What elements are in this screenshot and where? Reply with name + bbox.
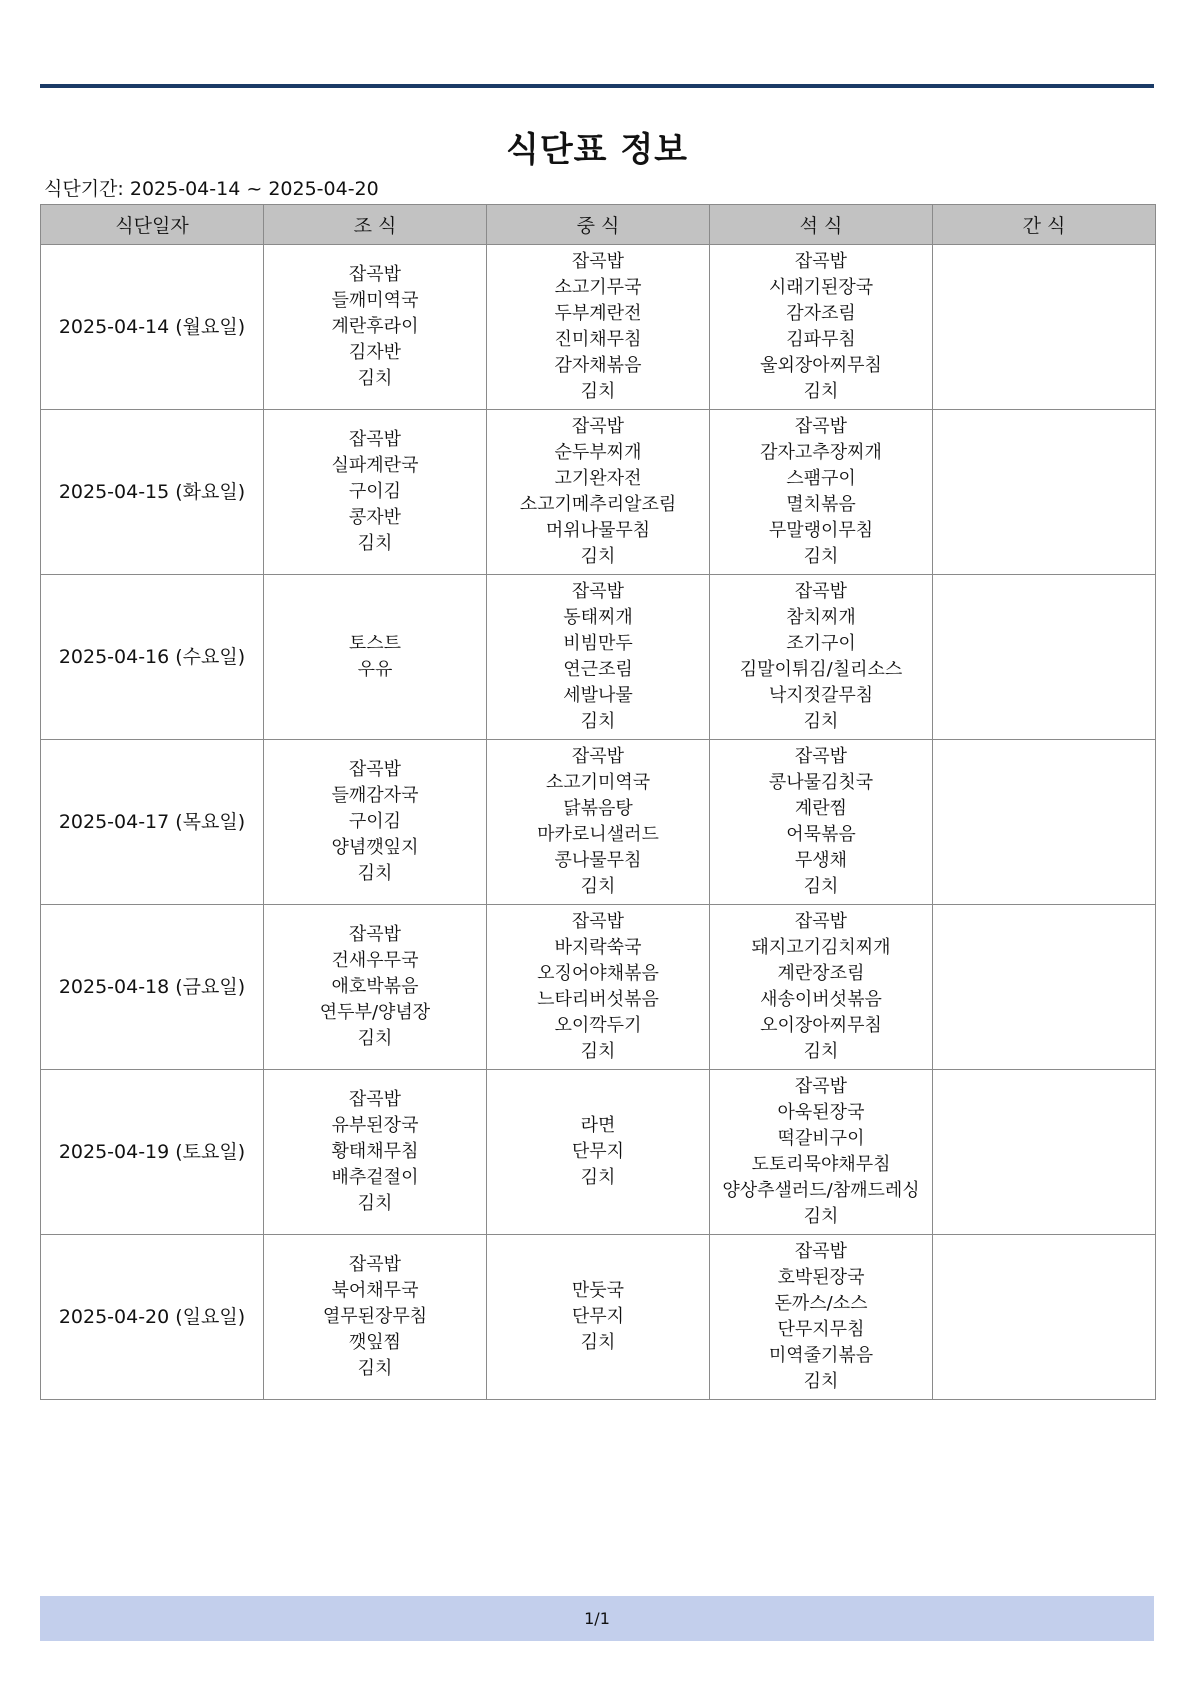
date-cell: 2025-04-20 (일요일) — [41, 1235, 264, 1400]
dish-item: 연근조림 — [563, 659, 633, 680]
column-header-snack: 간 식 — [933, 205, 1156, 245]
dish-item: 두부계란전 — [554, 303, 642, 324]
lunch-cell — [487, 905, 710, 1070]
dish-item: 잡곡밥 — [348, 429, 402, 450]
lunch-cell — [487, 575, 710, 740]
dish-item: 소고기무국 — [554, 277, 642, 298]
breakfast-cell — [264, 575, 487, 740]
period-separator: ~ — [246, 178, 263, 200]
dish-item: 오이장아찌무침 — [760, 1015, 882, 1036]
date-cell: 2025-04-17 (목요일) — [41, 740, 264, 905]
dish-item: 아욱된장국 — [777, 1102, 865, 1123]
dish-item: 김치 — [803, 381, 839, 402]
page-title: 식단표 정보 — [505, 130, 689, 170]
breakfast-cell — [264, 905, 487, 1070]
dish-item: 김파무침 — [786, 329, 856, 350]
date-cell: 2025-04-19 (토요일) — [41, 1070, 264, 1235]
dish-item: 스팸구이 — [786, 468, 856, 489]
dish-item: 우유 — [357, 659, 393, 680]
dinner-cell — [710, 575, 933, 740]
dish-item: 느타리버섯볶음 — [537, 989, 659, 1010]
dinner-cell — [710, 245, 933, 410]
dish-item: 감자고추장찌개 — [760, 442, 882, 463]
dish-item: 양상추샐러드/참깨드레싱 — [722, 1180, 920, 1201]
dish-item: 토스트 — [348, 633, 402, 654]
dish-item: 무말랭이무침 — [768, 520, 874, 541]
dish-item: 연두부/양념장 — [319, 1002, 431, 1023]
snack-cell — [933, 575, 1156, 740]
meal-period — [44, 174, 379, 201]
dish-item: 잡곡밥 — [571, 581, 625, 602]
dish-item: 오징어야채볶음 — [537, 963, 659, 984]
dish-item: 잡곡밥 — [571, 746, 625, 767]
snack-cell — [933, 740, 1156, 905]
dish-item: 소고기메추리알조림 — [519, 494, 677, 515]
dish-item: 애호박볶음 — [331, 976, 419, 997]
column-header-dinner: 석 식 — [710, 205, 933, 245]
lunch-cell — [487, 740, 710, 905]
dish-item: 콩나물무침 — [554, 850, 642, 871]
lunch-cell — [487, 1235, 710, 1400]
dish-item: 돈까스/소스 — [774, 1293, 868, 1314]
dish-item: 김치 — [580, 1041, 616, 1062]
period-end: 2025-04-20 — [268, 178, 379, 200]
period-label: 식단기간: — [44, 178, 124, 200]
dish-item: 마카로니샐러드 — [537, 824, 659, 845]
dish-item: 깻잎찜 — [348, 1332, 402, 1353]
dish-item: 잡곡밥 — [794, 911, 848, 932]
dish-item: 잡곡밥 — [571, 416, 625, 437]
table-body — [41, 245, 1156, 1400]
dish-item: 김치 — [357, 533, 393, 554]
dish-item: 바지락쑥국 — [554, 937, 642, 958]
snack-cell — [933, 410, 1156, 575]
dish-item: 구이김 — [348, 481, 402, 502]
dish-item: 단무지 — [571, 1306, 625, 1327]
table-row — [41, 575, 1156, 740]
table-row — [41, 1070, 1156, 1235]
breakfast-cell — [264, 1070, 487, 1235]
dish-item: 비빔만두 — [563, 633, 633, 654]
dish-item: 잡곡밥 — [794, 581, 848, 602]
snack-cell — [933, 1070, 1156, 1235]
dish-item: 김치 — [357, 368, 393, 389]
period-start: 2025-04-14 — [129, 178, 241, 200]
dish-item: 호박된장국 — [777, 1267, 865, 1288]
dish-item: 김치 — [580, 381, 616, 402]
column-header-date: 식단일자 — [41, 205, 264, 245]
dish-item: 잡곡밥 — [794, 251, 848, 272]
dish-item: 김치 — [580, 546, 616, 567]
dish-item: 어묵볶음 — [786, 824, 856, 845]
dish-item: 계란후라이 — [331, 316, 419, 337]
dinner-cell — [710, 1070, 933, 1235]
dish-item: 김치 — [803, 876, 839, 897]
dish-item: 라면 — [580, 1115, 616, 1136]
dish-item: 콩나물김칫국 — [768, 772, 874, 793]
dish-item: 양념깻잎지 — [331, 837, 419, 858]
column-header-lunch: 중 식 — [487, 205, 710, 245]
dish-item: 구이김 — [348, 811, 402, 832]
meal-table — [40, 204, 1156, 1400]
dinner-cell — [710, 740, 933, 905]
dish-item: 단무지무침 — [777, 1319, 865, 1340]
dish-item: 김치 — [803, 711, 839, 732]
date-cell: 2025-04-15 (화요일) — [41, 410, 264, 575]
date-cell: 2025-04-14 (월요일) — [41, 245, 264, 410]
dish-item: 김치 — [803, 546, 839, 567]
dish-item: 돼지고기김치찌개 — [751, 937, 891, 958]
column-header-breakfast: 조 식 — [264, 205, 487, 245]
breakfast-cell — [264, 740, 487, 905]
dinner-cell — [710, 1235, 933, 1400]
dish-item: 잡곡밥 — [794, 416, 848, 437]
dish-item: 도토리묵야채무침 — [751, 1154, 891, 1175]
dish-item: 잡곡밥 — [348, 924, 402, 945]
dish-item: 북어채무국 — [331, 1280, 419, 1301]
table-header-row — [41, 205, 1156, 245]
dish-item: 새송이버섯볶음 — [760, 989, 882, 1010]
dish-item: 잡곡밥 — [571, 911, 625, 932]
dish-item: 들깨미역국 — [331, 290, 419, 311]
page-footer — [40, 1596, 1154, 1641]
dish-item: 조기구이 — [786, 633, 856, 654]
date-cell: 2025-04-16 (수요일) — [41, 575, 264, 740]
dinner-cell — [710, 905, 933, 1070]
table-row — [41, 410, 1156, 575]
dish-item: 감자조림 — [786, 303, 856, 324]
snack-cell — [933, 1235, 1156, 1400]
dish-item: 오이깍두기 — [554, 1015, 642, 1036]
date-cell: 2025-04-18 (금요일) — [41, 905, 264, 1070]
dish-item: 소고기미역국 — [545, 772, 651, 793]
dish-item: 세발나물 — [563, 685, 633, 706]
dish-item: 김치 — [580, 711, 616, 732]
breakfast-cell — [264, 410, 487, 575]
dish-item: 울외장아찌무침 — [760, 355, 882, 376]
dish-item: 참치찌개 — [786, 607, 856, 628]
dish-item: 김치 — [803, 1206, 839, 1227]
dish-item: 잡곡밥 — [794, 1076, 848, 1097]
table-row — [41, 245, 1156, 410]
dish-item: 배추겉절이 — [331, 1167, 419, 1188]
table-row — [41, 905, 1156, 1070]
dish-item: 김치 — [803, 1371, 839, 1392]
dinner-cell — [710, 410, 933, 575]
dish-item: 황태채무침 — [331, 1141, 419, 1162]
dish-item: 잡곡밥 — [794, 1241, 848, 1262]
table-row — [41, 1235, 1156, 1400]
dish-item: 진미채무침 — [554, 329, 642, 350]
dish-item: 열무된장무침 — [322, 1306, 428, 1327]
header-rule — [40, 84, 1154, 88]
dish-item: 고기완자전 — [554, 468, 642, 489]
dish-item: 만둣국 — [571, 1280, 625, 1301]
dish-item: 잡곡밥 — [348, 759, 402, 780]
dish-item: 유부된장국 — [331, 1115, 419, 1136]
dish-item: 미역줄기볶음 — [768, 1345, 874, 1366]
dish-item: 들깨감자국 — [331, 785, 419, 806]
dish-item: 단무지 — [571, 1141, 625, 1162]
dish-item: 멸치볶음 — [786, 494, 856, 515]
dish-item: 김자반 — [348, 342, 402, 363]
lunch-cell — [487, 410, 710, 575]
dish-item: 낙지젓갈무침 — [768, 685, 874, 706]
dish-item: 동태찌개 — [563, 607, 633, 628]
dish-item: 김치 — [357, 1028, 393, 1049]
dish-item: 잡곡밥 — [571, 251, 625, 272]
table-row — [41, 740, 1156, 905]
lunch-cell — [487, 245, 710, 410]
page-number: 1/1 — [584, 1609, 610, 1628]
dish-item: 콩자반 — [348, 507, 402, 528]
snack-cell — [933, 905, 1156, 1070]
dish-item: 김치 — [357, 863, 393, 884]
dish-item: 감자채볶음 — [554, 355, 642, 376]
dish-item: 실파계란국 — [331, 455, 419, 476]
breakfast-cell — [264, 245, 487, 410]
dish-item: 김말이튀김/칠리소스 — [739, 659, 903, 680]
dish-item: 김치 — [357, 1193, 393, 1214]
dish-item: 계란장조림 — [777, 963, 865, 984]
lunch-cell — [487, 1070, 710, 1235]
dish-item: 잡곡밥 — [348, 1254, 402, 1275]
dish-item: 김치 — [580, 1167, 616, 1188]
dish-item: 무생채 — [794, 850, 848, 871]
breakfast-cell — [264, 1235, 487, 1400]
dish-item: 머위나물무침 — [545, 520, 651, 541]
dish-item: 김치 — [803, 1041, 839, 1062]
dish-item: 잡곡밥 — [794, 746, 848, 767]
dish-item: 계란찜 — [794, 798, 848, 819]
dish-item: 건새우무국 — [331, 950, 419, 971]
snack-cell — [933, 245, 1156, 410]
dish-item: 잡곡밥 — [348, 1089, 402, 1110]
dish-item: 김치 — [580, 1332, 616, 1353]
dish-item: 닭볶음탕 — [563, 798, 633, 819]
dish-item: 떡갈비구이 — [777, 1128, 865, 1149]
dish-item: 김치 — [357, 1358, 393, 1379]
dish-item: 시래기된장국 — [768, 277, 874, 298]
dish-item: 김치 — [580, 876, 616, 897]
dish-item: 잡곡밥 — [348, 264, 402, 285]
dish-item: 순두부찌개 — [554, 442, 642, 463]
